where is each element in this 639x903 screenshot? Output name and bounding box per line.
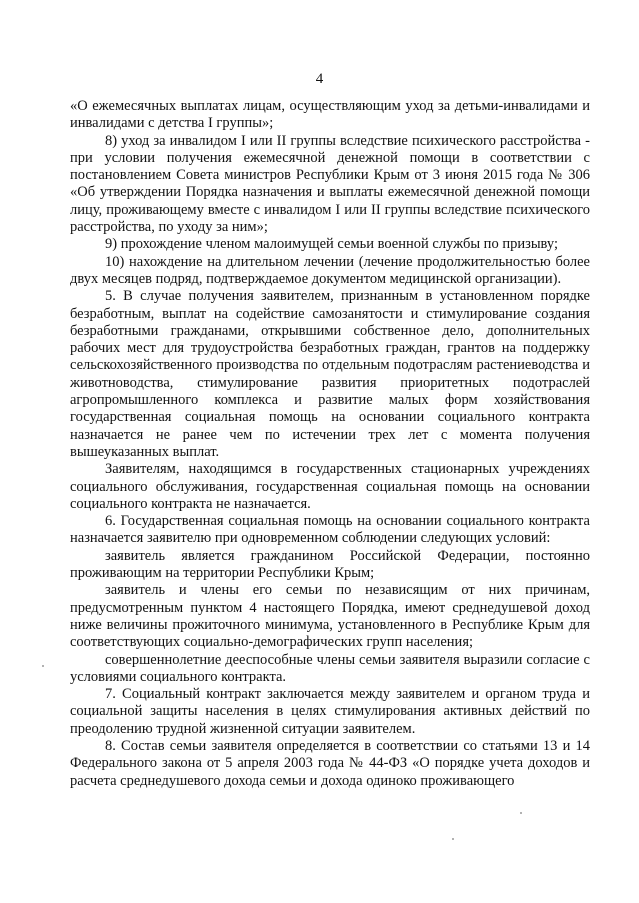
paragraph-item-8: 8) уход за инвалидом I или II группы вследствие психического расстройства - при условии получения ежемесячной денежной помощи в соответствии с постановлением Совета министров Республики Крым от 3 июня 2015 года № 306 «Об утверждении Порядка назначения и выплаты ежемесячной денежной помощи лицу, проживающему вместе с инвалидом I или II группы вследствие психического расстройства, по уходу за ним»; [70, 132, 590, 236]
paragraph-item-10: 10) нахождение на длительном лечении (лечение продолжительностью более двух месяцев подряд, подтверждаемое документом медицинской организации). [70, 253, 590, 287]
paragraph-clause-6: 6. Государственная социальная помощь на основании социального контракта назначается заявителю при одновременном соблюдении следующих условий: [70, 513, 590, 547]
paragraph-item-9: 9) прохождение членом малоимущей семьи военной службы по призыву; [105, 236, 558, 253]
paragraph-condition-citizen: заявитель является гражданином Российской Федерации, постоянно проживающим на территории Республики Крым; [70, 547, 590, 582]
paragraph-clause-7: 7. Социальный контракт заключается между заявителем и органом труда и социальной защиты населения в целях стимулирования активных действий по преодолению трудной жизненной ситуации заявителем. [70, 686, 590, 737]
scan-speck [452, 838, 454, 840]
paragraph-condition-consent: совершеннолетние дееспособные члены семьи заявителя выразили согласие с условиями социального контракта. [70, 651, 590, 685]
scan-speck [42, 665, 44, 667]
scan-speck [520, 812, 522, 814]
document-body [70, 98, 590, 790]
paragraph-clause-8: 8. Состав семьи заявителя определяется в соответствии со статьями 13 и 14 Федерального закона от 5 апреля 2003 года № 44-ФЗ «О порядке учета доходов и расчета среднедушевого дохода семьи и дохода одиноко проживающего [70, 737, 590, 789]
paragraph-condition-income: заявитель и члены его семьи по независящим от них причинам, предусмотренным пунктом 4 настоящего Порядка, имеют среднедушевой доход ниже величины прожиточного минимума, установленного в Республике Крым для соответствующих социально-демографических групп населения; [70, 582, 590, 651]
paragraph-clause-5: 5. В случае получения заявителем, признанным в установленном порядке безработным, выплат на содействие самозанятости и стимулирование создания безработными гражданами, открывшими собственное дело, дополнительных рабочих мест для трудоустройства безработных граждан, грантов на поддержку сельскохозяйственного производства по отдельным подотраслям растениеводства и животноводства, стимулирование развития приоритетных подотраслей агропромышленного комплекса и развитие малых форм хозяйствования государственная социальная помощь на основании социального контракта назначается не ранее чем по истечении трех лет с момента получения вышеуказанных выплат. [70, 288, 590, 460]
paragraph-continuation: «О ежемесячных выплатах лицам, осуществляющим уход за детьми-инвалидами и инвалидами с детства I группы»; [70, 98, 590, 132]
page-number: 4 [315, 71, 324, 87]
paragraph-clause-5-note: Заявителям, находящимся в государственных стационарных учреждениях социального обслуживания, государственная социальная помощь на основании социального контракта не назначается. [70, 461, 590, 512]
